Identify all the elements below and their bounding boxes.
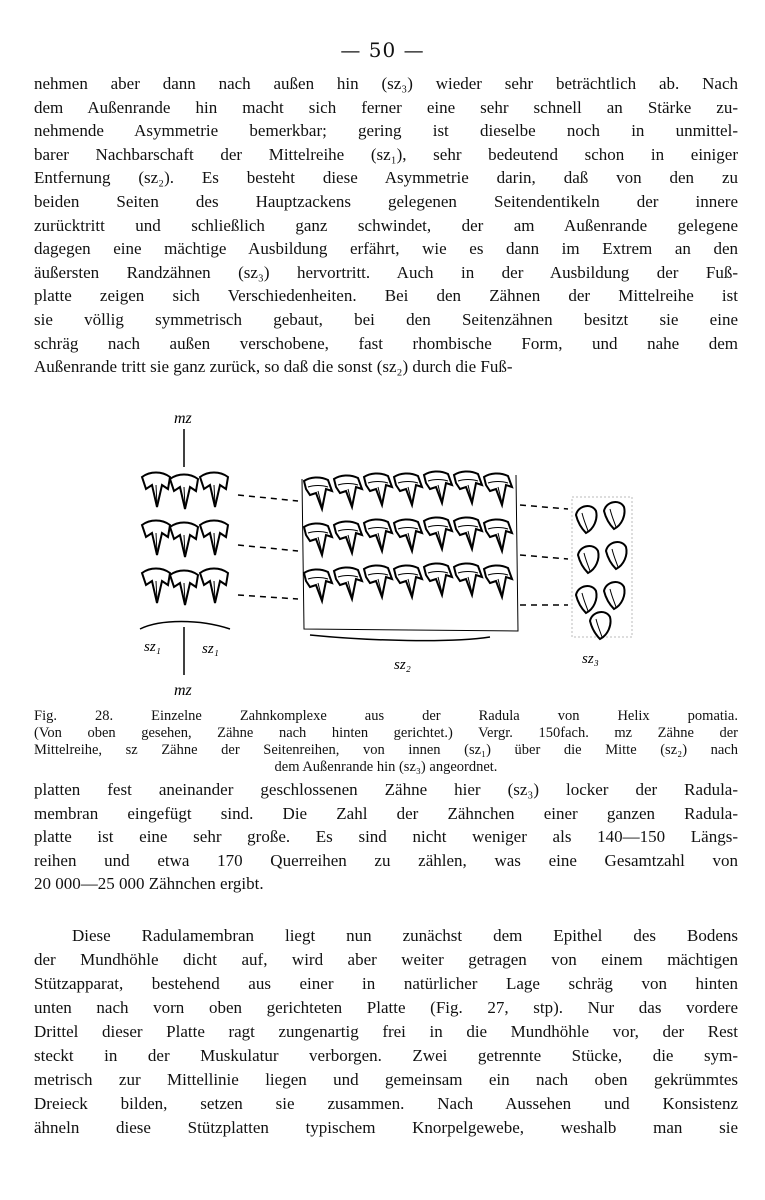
text-line: 20 000—25 000 Zähnchen ergibt. (34, 874, 264, 894)
text-line: barer Nachbarschaft der Mittelreihe (sz₁), sehr bedeutend schon in einiger (34, 144, 738, 164)
paragraph-2 (34, 778, 738, 896)
text-line: platte zeigen sich Verschiedenheiten. Bei den Zähnen der Mittelreihe ist (34, 286, 738, 306)
text-line: nehmende Asymmetrie bemerkbar; gering ist dieselbe noch in unmittel- (34, 121, 738, 141)
text-line: platte ist eine sehr große. Es sind nicht weniger als 140—150 Längs- (34, 827, 738, 847)
caption-line: (Von oben gesehen, Zähne nach hinten gerichtet.) Vergr. 150fach. mz Zähne der (34, 725, 738, 741)
label-mz-top: mz (174, 410, 192, 427)
text-line: platten fest aneinander geschlossenen Zähne hier (sz₃) locker der Radula- (34, 780, 738, 799)
text-line: schräg nach außen verschobene, fast rhombische Form, und nahe dem (34, 333, 738, 353)
lateral-tooth-block (302, 471, 518, 640)
text-line: äußersten Randzähnen (sz₃) hervortritt. Auch in der Ausbildung der Fuß- (34, 262, 738, 282)
caption-line: Fig. 28. Einzelne Zahnkomplexe aus der Radula von Helix pomatia. (34, 708, 738, 724)
label-sz2: sz₂ (394, 657, 411, 673)
text-line: dem Außenrande hin macht sich ferner eine sehr schnell an Stärke zu- (34, 97, 738, 117)
page-number: — 50 — (340, 38, 425, 62)
caption-line: Mittelreihe, sz Zähne der Seitenreihen, von innen (sz₁) über die Mitte (sz₂) nach (34, 742, 738, 758)
label-mz-bottom: mz (174, 682, 192, 699)
text-line: unten nach vorn oben gerichteten Platte (Fig. 27, stp). Nur das vordere (34, 998, 738, 1017)
label-sz1-right: sz₁ (202, 641, 219, 657)
text-line: Drittel dieser Platte ragt zungenartig frei in die Mundhöhle vor, der Rest (34, 1022, 738, 1041)
label-sz1-left: sz₁ (144, 639, 161, 655)
text-line: membran eingefügt sind. Die Zahl der Zähnchen einer ganzen Radula- (34, 803, 738, 823)
text-line: Stützapparat, bestehend aus einer in natürlicher Lage schräg von hinten (34, 974, 738, 993)
radula-figure (120, 405, 660, 705)
text-line: nehmen aber dann nach außen hin (sz₃) wieder sehr beträchtlich ab. Nach (34, 74, 738, 93)
text-line: Entfernung (sz₂). Es besteht diese Asymmetrie darin, daß von den zu (34, 168, 738, 188)
text-line: reihen und etwa 170 Querreihen zu zählen, was eine Gesamtzahl von (34, 850, 738, 870)
text-line: ähneln diese Stützplatten typischem Knorpelgewebe, weshalb man sie (34, 1118, 738, 1137)
paragraph-3 (34, 924, 738, 1140)
text-line: zurücktritt und schließlich ganz schwindet, der am Außenrande gelegene (34, 215, 738, 235)
figure-caption (34, 708, 738, 776)
text-line: Außenrande tritt sie ganz zurück, so daß die sonst (sz₂) durch die Fuß- (34, 357, 513, 377)
text-line: dagegen eine mächtige Ausbildung erfährt, wie es dann im Extrem an den (34, 239, 738, 259)
text-line: steckt in der Muskulatur verborgen. Zwei getrennte Stücke, die sym- (34, 1046, 738, 1065)
text-line: Diese Radulamembran liegt nun zunächst dem Epithel des Bodens (72, 926, 738, 945)
caption-line: dem Außenrande hin (sz₃) angeordnet. (274, 759, 498, 775)
text-line: der Mundhöhle dicht auf, wird aber weiter getragen von einem mächtigen (34, 950, 738, 969)
text-line: beiden Seiten des Hauptzackens gelegenen Seitendentikeln der innere (34, 191, 738, 211)
marginal-tooth-block (572, 497, 632, 639)
text-line: metrisch zur Mittellinie liegen und gemeinsam ein nach oben gekrümmtes (34, 1070, 738, 1089)
connector-lines-left (238, 495, 298, 599)
text-line: Dreieck bilden, setzen sie zusammen. Nach Aussehen und Konsistenz (34, 1094, 738, 1113)
label-sz3: sz₃ (582, 651, 599, 667)
central-tooth-block (140, 473, 230, 630)
text-line: sie völlig symmetrisch gebaut, bei den Seitenzähnen besitzt sie eine (34, 309, 738, 329)
connector-lines-right (520, 505, 568, 605)
paragraph-1 (34, 72, 738, 379)
